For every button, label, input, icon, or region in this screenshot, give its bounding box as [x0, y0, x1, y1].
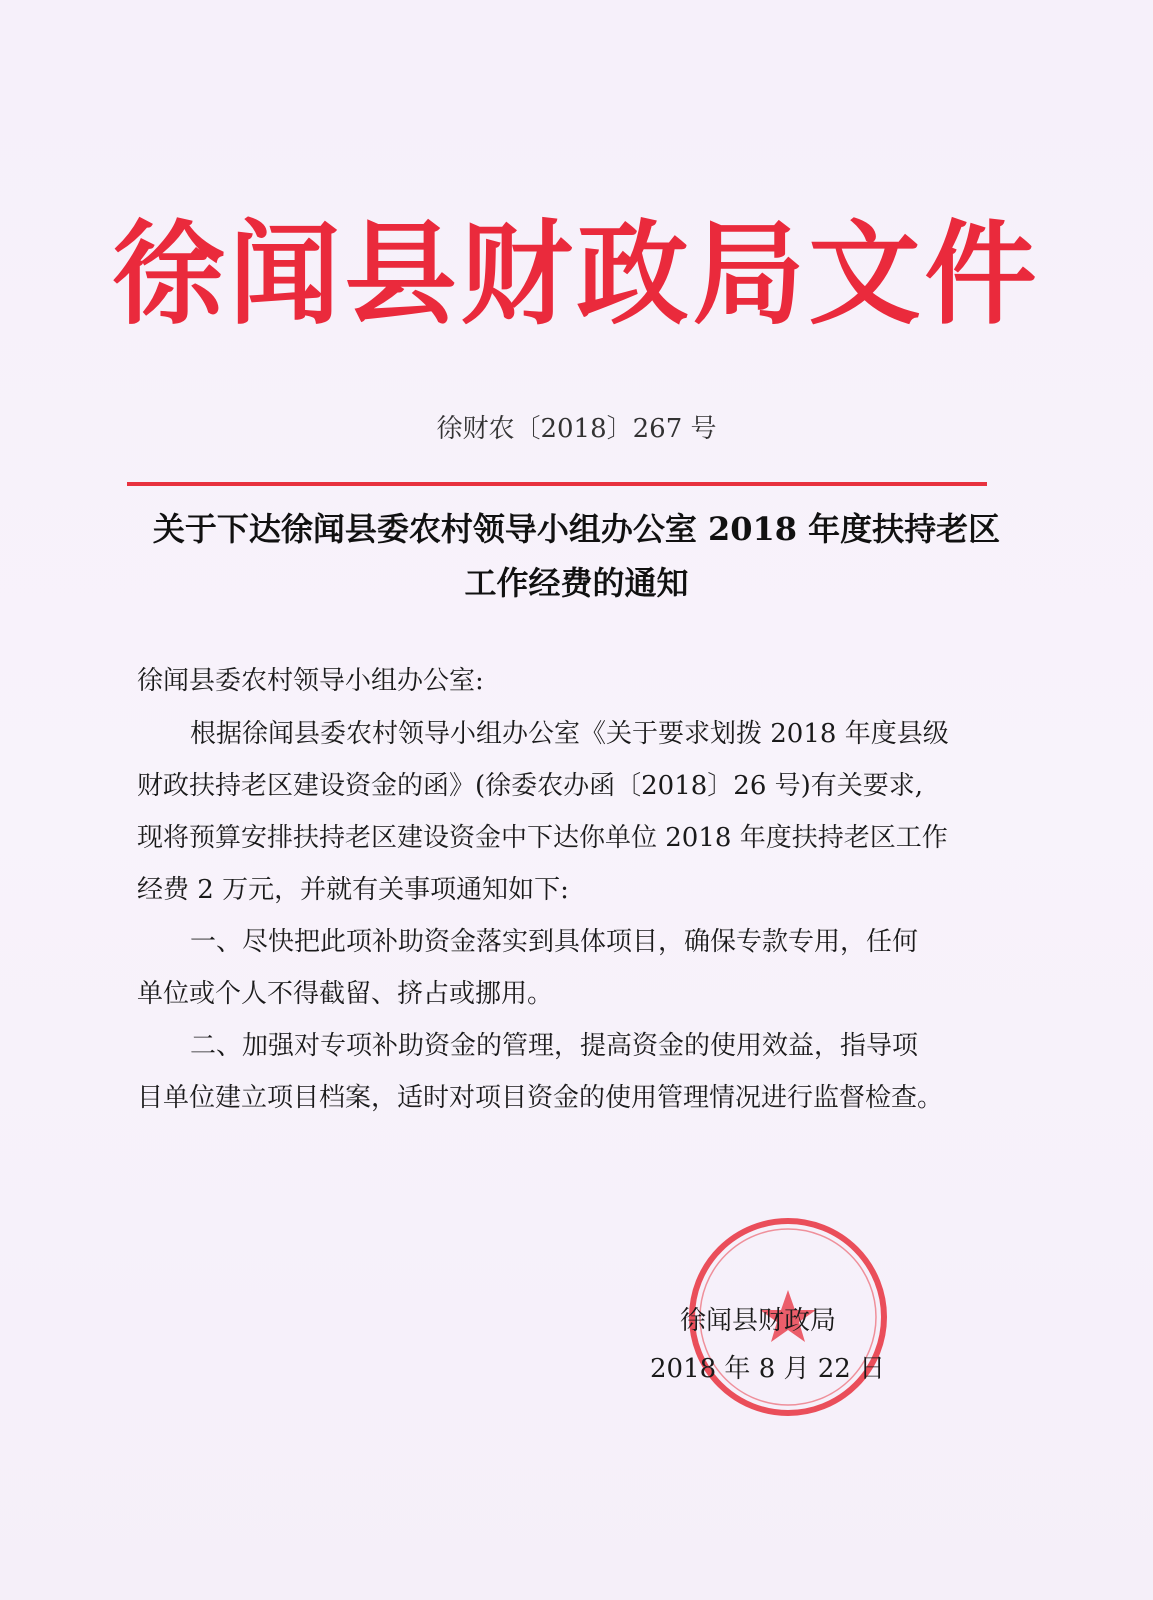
- body-line: 财政扶持老区建设资金的函》(徐委农办函〔2018〕26 号)有关要求,: [137, 771, 924, 801]
- body-line: 一、尽快把此项补助资金落实到具体项目，确保专款专用，任何: [190, 927, 919, 957]
- red-divider-rule: [127, 482, 987, 486]
- body-line: 现将预算安排扶持老区建设资金中下达你单位 2018 年度扶持老区工作: [137, 823, 948, 853]
- document-number: 徐财农〔2018〕267 号: [436, 414, 717, 444]
- addressee: 徐闻县委农村领导小组办公室:: [137, 666, 484, 696]
- issue-date: 2018 年 8 月 22 日: [650, 1354, 886, 1384]
- notice-title-line-1: 关于下达徐闻县委农村领导小组办公室 2018 年度扶持老区: [152, 510, 1001, 548]
- body-line: 二、加强对专项补助资金的管理，提高资金的使用效益，指导项: [190, 1031, 919, 1061]
- body-line: 目单位建立项目档案，适时对项目资金的使用管理情况进行监督检查。: [137, 1083, 944, 1113]
- body-line: 根据徐闻县委农村领导小组办公室《关于要求划拨 2018 年度县级: [190, 719, 949, 749]
- body-line: 单位或个人不得截留、挤占或挪用。: [137, 979, 554, 1009]
- notice-title-line-2: 工作经费的通知: [464, 564, 689, 602]
- issuer-name: 徐闻县财政局: [680, 1306, 837, 1336]
- body-line: 经费 2 万元，并就有关事项通知如下:: [137, 875, 569, 905]
- masthead-title: 徐闻县财政局文件: [112, 210, 1041, 340]
